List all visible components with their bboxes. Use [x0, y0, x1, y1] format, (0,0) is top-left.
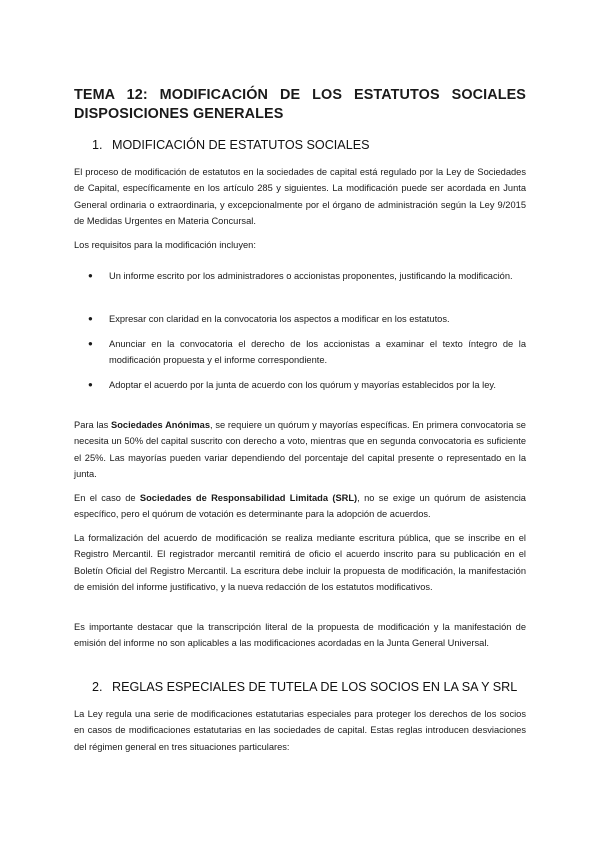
bullet-icon: ●: [88, 271, 93, 280]
requirement-text: Expresar con claridad en la convocatoria los aspectos a modificar en los estatutos.: [109, 314, 450, 324]
requirement-item: [88, 336, 526, 369]
section-1-title: MODIFICACIÓN DE ESTATUTOS SOCIALES: [112, 138, 370, 152]
requirement-text: Adoptar el acuerdo por la junta de acuerdo con los quórum y mayorías establecidos por la ley.: [109, 380, 496, 390]
requirement-text: Un informe escrito por los administradores o accionistas proponentes, justificando la modificación.: [109, 271, 513, 281]
requirement-item: [88, 377, 526, 393]
sa-text-lead: Para las: [74, 420, 112, 430]
bullet-icon: ●: [88, 339, 93, 348]
requirement-text: Anunciar en la convocatoria el derecho de los accionistas a examinar el texto íntegro de la modificación propuesta y el informe correspondiente.: [109, 339, 526, 366]
srl-text-lead: En el caso de: [74, 493, 140, 503]
document-title: TEMA 12: MODIFICACIÓN DE LOS ESTATUTOS SOCIALES DISPOSICIONES GENERALES: [74, 87, 526, 122]
srl-text-body: , no se exige un quórum de asistencia específico, pero el quórum de votación es determinante para la adopción de acuerdos.: [74, 493, 526, 520]
section-2-intro: La Ley regula una serie de modificaciones estatutarias especiales para proteger los derechos de los socios en casos de modificaciones estatutarias en las sociedades de capital. Estas reglas introducen desviaciones del régimen general en tres situaciones particulares:: [74, 709, 526, 752]
formalization-paragraph: La formalización del acuerdo de modificación se realiza mediante escritura pública, que se inscribe en el Registro Mercantil. El registrador mercantil remitirá de oficio el acuerdo inscrito para su publicación en el Boletín Oficial del Registro Mercantil. La escritura debe incluir la propuesta de modificación, la manifestación de emisión del informe justificativo, y la nueva redacción de los estatutos modificativos.: [74, 533, 526, 593]
requirement-item: [88, 311, 526, 327]
section-1-heading: [92, 138, 370, 152]
section-1-number: 1.: [92, 138, 103, 152]
sa-text-body: , se requiere un quórum y mayorías específicas. En primera convocatoria se necesita un 50% del capital suscrito con derecho a voto, mientras que en segunda convocatoria es suficiente el 25%. Las mayorías pueden variar dependiendo del porcentaje del capital presente o representado en la junta.: [74, 420, 526, 480]
universal-paragraph: Es importante destacar que la transcripción literal de la propuesta de modificación y la manifestación de emisión del informe no son aplicables a las modificaciones acordadas en la Junta General Universal.: [74, 622, 526, 649]
sa-bold-term: Sociedades Anónimas: [111, 420, 211, 430]
section-2-title: REGLAS ESPECIALES DE TUTELA DE LOS SOCIOS EN LA SA Y SRL: [112, 680, 518, 694]
section-2-heading: [92, 680, 517, 694]
section-1-intro: El proceso de modificación de estatutos en la sociedades de capital está regulado por la Ley de Sociedades de Capital, específicamente en los artículo 285 y siguientes. La modificación puede ser acordada en Junta General ordinaria o extraordinaria, y excepcionalmente por el órgano de administración según la Ley 9/2015 de Medidas Urgentes en Materia Concursal.: [74, 167, 526, 227]
srl-bold-term: Sociedades de Responsabilidad Limitada (SRL): [139, 493, 358, 503]
requirement-item: [88, 268, 526, 284]
bullet-icon: ●: [88, 314, 93, 323]
section-2-number: 2.: [92, 680, 103, 694]
srl-paragraph: [74, 490, 526, 523]
bullet-icon: ●: [88, 380, 93, 389]
sa-paragraph: [74, 417, 526, 483]
requirements-intro: Los requisitos para la modificación incluyen:: [74, 240, 256, 250]
